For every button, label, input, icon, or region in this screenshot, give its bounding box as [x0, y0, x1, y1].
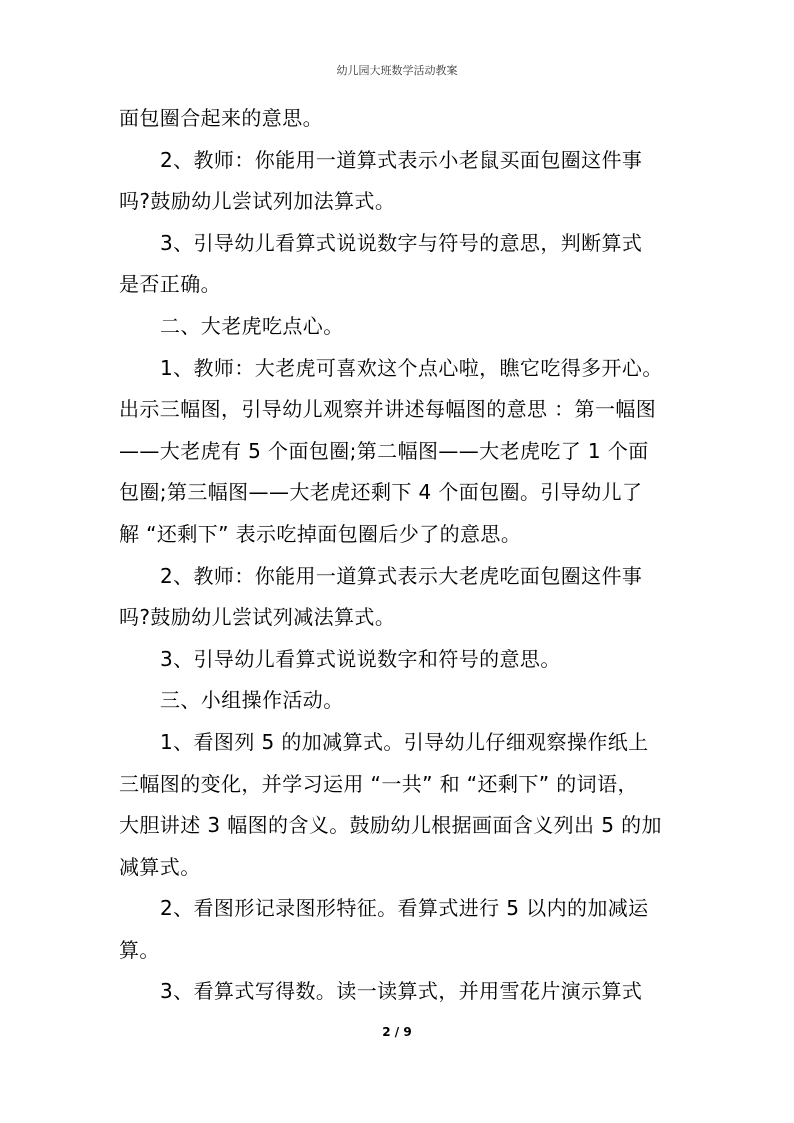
text-line: 面包圈合起来的意思。 — [119, 106, 323, 130]
text-line: 1、教师：大老虎可喜欢这个点心啦，瞧它吃得多开心。 — [160, 355, 663, 380]
text-line: 2、看图形记录图形特征。看算式进行 5 以内的加减运 — [160, 896, 649, 921]
document-body — [119, 98, 679, 1013]
text-line: 3、引导幼儿看算式说说数字与符号的意思，判断算式 — [160, 230, 643, 255]
text-line: 1、看图列 5 的加减算式。引导幼儿仔细观察操作纸上 — [160, 729, 649, 754]
text-line: 是否正确。 — [119, 272, 221, 297]
text-line: 解 “还剩下” 表示吃掉面包圈后少了的意思。 — [119, 521, 522, 546]
section-heading: 二、大老虎吃点心。 — [160, 313, 344, 338]
section-heading: 三、小组操作活动。 — [160, 688, 344, 713]
text-line: 算。 — [119, 937, 160, 962]
text-line: 3、看算式写得数。读一读算式，并用雪花片演示算式 — [160, 979, 643, 1004]
page-number: 2 / 9 — [382, 1025, 412, 1039]
page-header-title: 幼儿园大班数学活动教案 — [336, 64, 458, 77]
text-line: 包圈;第三幅图——大老虎还剩下 4 个面包圈。引导幼儿了 — [119, 480, 643, 505]
text-line: 3、引导幼儿看算式说说数字和符号的意思。 — [160, 646, 561, 671]
text-line: 2、教师：你能用一道算式表示小老鼠买面包圈这件事 — [160, 147, 643, 172]
text-line: 三幅图的变化，并学习运用 “一共” 和 “还剩下” 的词语， — [119, 771, 638, 796]
text-line: 大胆讲述 3 幅图的含义。鼓励幼儿根据画面含义列出 5 的加 — [119, 813, 662, 838]
text-line: 减算式。 — [119, 854, 201, 879]
text-line: ——大老虎有 5 个面包圈;第二幅图——大老虎吃了 1 个面 — [119, 438, 649, 463]
text-line: 吗?鼓励幼儿尝试列减法算式。 — [119, 605, 396, 630]
text-line: 出示三幅图，引导幼儿观察并讲述每幅图的意思 ：第一幅图 — [119, 397, 657, 422]
text-line: 2、教师：你能用一道算式表示大老虎吃面包圈这件事 — [160, 563, 643, 588]
text-line: 吗?鼓励幼儿尝试列加法算式。 — [119, 189, 396, 214]
